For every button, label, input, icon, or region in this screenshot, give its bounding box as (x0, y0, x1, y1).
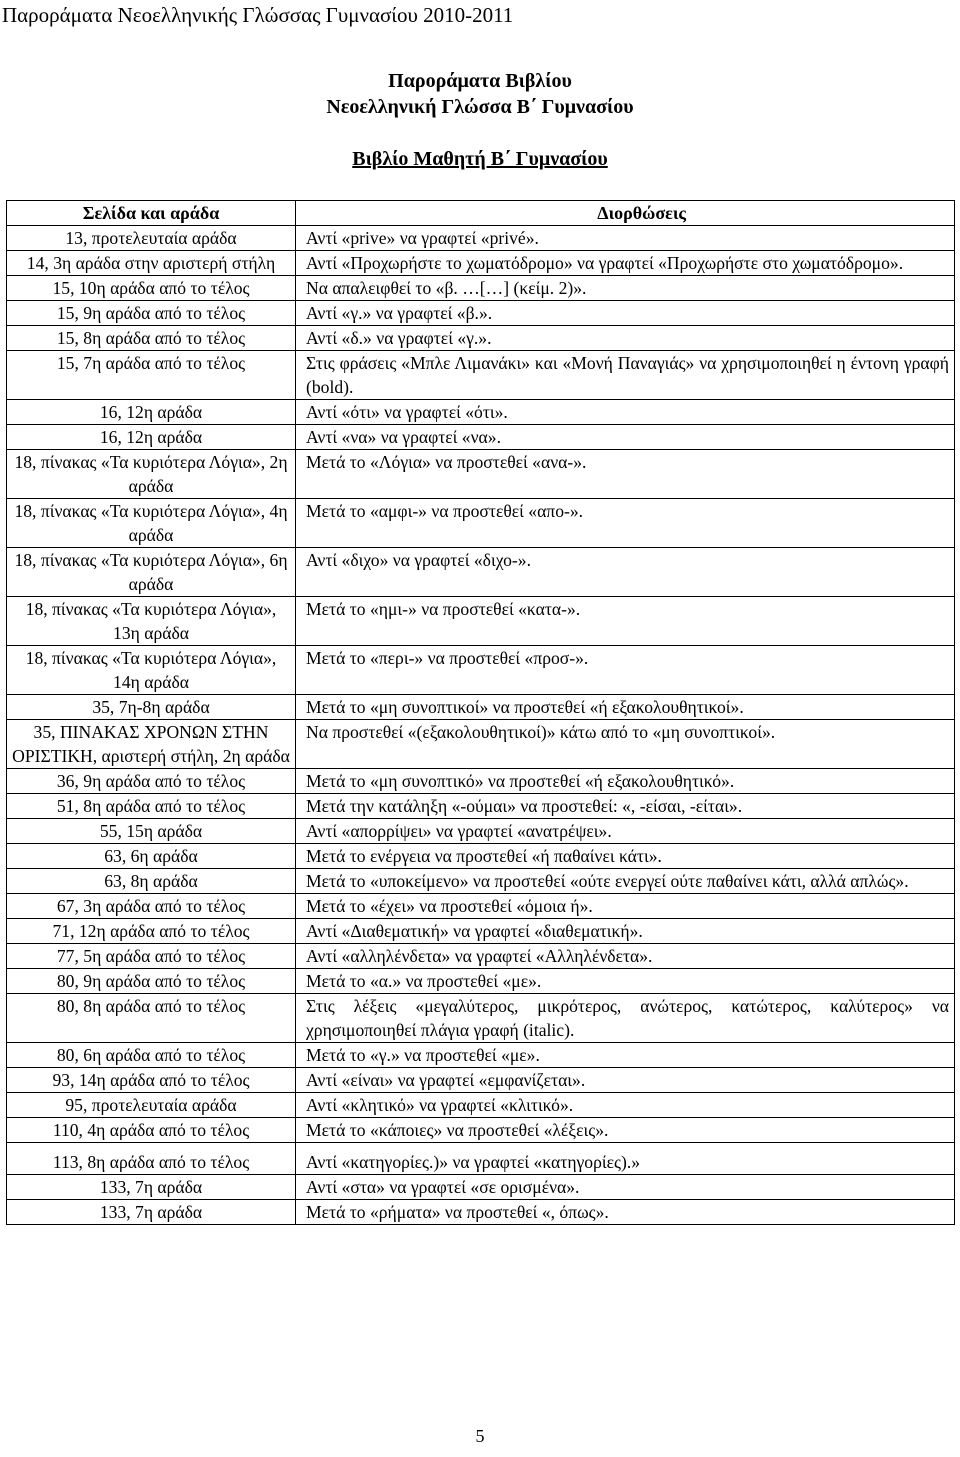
table-row (7, 548, 955, 597)
table-row (7, 499, 955, 548)
row-location: 35, ΠΙΝΑΚΑΣ ΧΡΟΝΩΝ ΣΤΗΝ ΟΡΙΣΤΙΚΗ, αριστερή στήλη, 2η αράδα (7, 720, 296, 769)
row-correction: Μετά το «υποκείμενο» να προστεθεί «ούτε ενεργεί ούτε παθαίνει κάτι, αλλά απλώς». (296, 869, 955, 894)
row-correction: Αντί «αλληλένδετα» να γραφτεί «Αλληλένδετα». (296, 944, 955, 969)
table-row (7, 251, 955, 276)
row-location: 36, 9η αράδα από το τέλος (7, 769, 296, 794)
table-row (7, 276, 955, 301)
row-correction: Μετά το «αμφι-» να προστεθεί «απο-». (296, 499, 955, 548)
table-row (7, 894, 955, 919)
row-location: 35, 7η-8η αράδα (7, 695, 296, 720)
row-correction: Μετά την κατάληξη «-ούμαι» να προστεθεί: «, -είσαι, -είται». (296, 794, 955, 819)
row-location: 80, 8η αράδα από το τέλος (7, 994, 296, 1043)
row-location: 133, 7η αράδα (7, 1200, 296, 1225)
row-location: 16, 12η αράδα (7, 425, 296, 450)
row-location: 133, 7η αράδα (7, 1175, 296, 1200)
table-row (7, 425, 955, 450)
row-correction: Μετά το ενέργεια να προστεθεί «ή παθαίνει κάτι». (296, 844, 955, 869)
table-row (7, 720, 955, 769)
table-row (7, 1043, 955, 1068)
row-correction: Μετά το «περι-» να προστεθεί «προσ-». (296, 646, 955, 695)
table-row (7, 301, 955, 326)
row-location: 51, 8η αράδα από το τέλος (7, 794, 296, 819)
row-correction: Να προστεθεί «(εξακολουθητικοί)» κάτω από το «μη συνοπτικοί». (296, 720, 955, 769)
row-location: 13, προτελευταία αράδα (7, 226, 296, 251)
table-row (7, 819, 955, 844)
table-row (7, 1175, 955, 1200)
table-row (7, 646, 955, 695)
table-row (7, 844, 955, 869)
row-correction: Αντί «κλητικό» να γραφτεί «κλιτικό». (296, 1093, 955, 1118)
column-header-location: Σελίδα και αράδα (7, 201, 296, 226)
table-row (7, 919, 955, 944)
row-correction: Αντί «γ.» να γραφτεί «β.». (296, 301, 955, 326)
row-correction: Μετά το «ημι-» να προστεθεί «κατα-». (296, 597, 955, 646)
row-correction: Μετά το «α.» να προστεθεί «με». (296, 969, 955, 994)
row-correction: Στις λέξεις «μεγαλύτερος, μικρότερος, ανώτερος, κατώτερος, καλύτερος» να χρησιμοποιηθεί πλάγια γραφή (italic). (296, 994, 955, 1043)
table-row (7, 1068, 955, 1093)
row-correction: Αντί «Προχωρήστε το χωματόδρομο» να γραφτεί «Προχωρήστε στο χωματόδρομο». (296, 251, 955, 276)
row-location: 18, πίνακας «Τα κυριότερα Λόγια», 6η αράδα (7, 548, 296, 597)
row-location: 67, 3η αράδα από το τέλος (7, 894, 296, 919)
document-title: Παροράματα Βιβλίου (388, 70, 572, 92)
row-location: 80, 6η αράδα από το τέλος (7, 1043, 296, 1068)
row-correction: Αντί «Διαθεματική» να γραφτεί «διαθεματική». (296, 919, 955, 944)
row-correction: Μετά το «μη συνοπτικό» να προστεθεί «ή εξακολουθητικό». (296, 769, 955, 794)
row-correction: Αντί «απορρίψει» να γραφτεί «ανατρέψει». (296, 819, 955, 844)
table-header-row (7, 201, 955, 226)
row-location: 77, 5η αράδα από το τέλος (7, 944, 296, 969)
row-correction: Αντί «κατηγορίες.)» να γραφτεί «κατηγορίες).» (296, 1143, 955, 1175)
document-header: Παροράματα Νεοελληνικής Γλώσσας Γυμνασίου 2010-2011 (2, 3, 514, 27)
row-location: 15, 10η αράδα από το τέλος (7, 276, 296, 301)
row-location: 93, 14η αράδα από το τέλος (7, 1068, 296, 1093)
table-row (7, 1200, 955, 1225)
row-correction: Μετά το «Λόγια» να προστεθεί «ανα-». (296, 450, 955, 499)
row-location: 80, 9η αράδα από το τέλος (7, 969, 296, 994)
table-row (7, 695, 955, 720)
row-location: 15, 9η αράδα από το τέλος (7, 301, 296, 326)
row-correction: Αντί «διχο» να γραφτεί «διχο-». (296, 548, 955, 597)
table-row (7, 326, 955, 351)
row-location: 110, 4η αράδα από το τέλος (7, 1118, 296, 1143)
table-row (7, 944, 955, 969)
row-location: 63, 6η αράδα (7, 844, 296, 869)
row-correction: Αντί «είναι» να γραφτεί «εμφανίζεται». (296, 1068, 955, 1093)
row-location: 71, 12η αράδα από το τέλος (7, 919, 296, 944)
table-row (7, 597, 955, 646)
row-correction: Αντί «prive» να γραφτεί «privé». (296, 226, 955, 251)
row-location: 15, 7η αράδα από το τέλος (7, 351, 296, 400)
book-subtitle: Βιβλίο Μαθητή Β΄ Γυμνασίου (352, 148, 608, 170)
row-correction: Αντί «να» να γραφτεί «να». (296, 425, 955, 450)
table-row (7, 226, 955, 251)
errata-body (7, 226, 955, 1225)
table-row (7, 1093, 955, 1118)
row-location: 113, 8η αράδα από το τέλος (7, 1143, 296, 1175)
row-location: 63, 8η αράδα (7, 869, 296, 894)
table-row (7, 400, 955, 425)
document-subject: Νεοελληνική Γλώσσα Β΄ Γυμνασίου (326, 96, 634, 118)
row-location: 14, 3η αράδα στην αριστερή στήλη (7, 251, 296, 276)
row-correction: Μετά το «μη συνοπτικοί» να προστεθεί «ή εξακολουθητικοί». (296, 695, 955, 720)
row-correction: Να απαλειφθεί το «β. …[…] (κείμ. 2)». (296, 276, 955, 301)
row-location: 15, 8η αράδα από το τέλος (7, 326, 296, 351)
row-correction: Μετά το «έχει» να προστεθεί «όμοια ή». (296, 894, 955, 919)
table-row (7, 351, 955, 400)
row-location: 18, πίνακας «Τα κυριότερα Λόγια», 2η αράδα (7, 450, 296, 499)
table-row (7, 869, 955, 894)
table-row (7, 1118, 955, 1143)
table-row (7, 994, 955, 1043)
row-location: 16, 12η αράδα (7, 400, 296, 425)
row-correction: Στις φράσεις «Μπλε Λιμανάκι» και «Μονή Παναγιάς» να χρησιμοποιηθεί η έντονη γραφή (bold). (296, 351, 955, 400)
errata-table (6, 200, 955, 1225)
row-location: 18, πίνακας «Τα κυριότερα Λόγια», 13η αράδα (7, 597, 296, 646)
row-correction: Αντί «ότι» να γραφτεί «ότι». (296, 400, 955, 425)
column-header-corrections: Διορθώσεις (296, 201, 955, 226)
row-correction: Μετά το «γ.» να προστεθεί «με». (296, 1043, 955, 1068)
row-location: 18, πίνακας «Τα κυριότερα Λόγια», 4η αράδα (7, 499, 296, 548)
page-number: 5 (475, 1426, 485, 1446)
table-row (7, 769, 955, 794)
row-correction: Μετά το «κάποιες» να προστεθεί «λέξεις». (296, 1118, 955, 1143)
row-correction: Αντί «δ.» να γραφτεί «γ.». (296, 326, 955, 351)
table-row (7, 969, 955, 994)
row-location: 95, προτελευταία αράδα (7, 1093, 296, 1118)
row-correction: Μετά το «ρήματα» να προστεθεί «, όπως». (296, 1200, 955, 1225)
table-row (7, 1143, 955, 1175)
table-row (7, 450, 955, 499)
row-correction: Αντί «στα» να γραφτεί «σε ορισμένα». (296, 1175, 955, 1200)
table-row (7, 794, 955, 819)
row-location: 18, πίνακας «Τα κυριότερα Λόγια», 14η αράδα (7, 646, 296, 695)
row-location: 55, 15η αράδα (7, 819, 296, 844)
